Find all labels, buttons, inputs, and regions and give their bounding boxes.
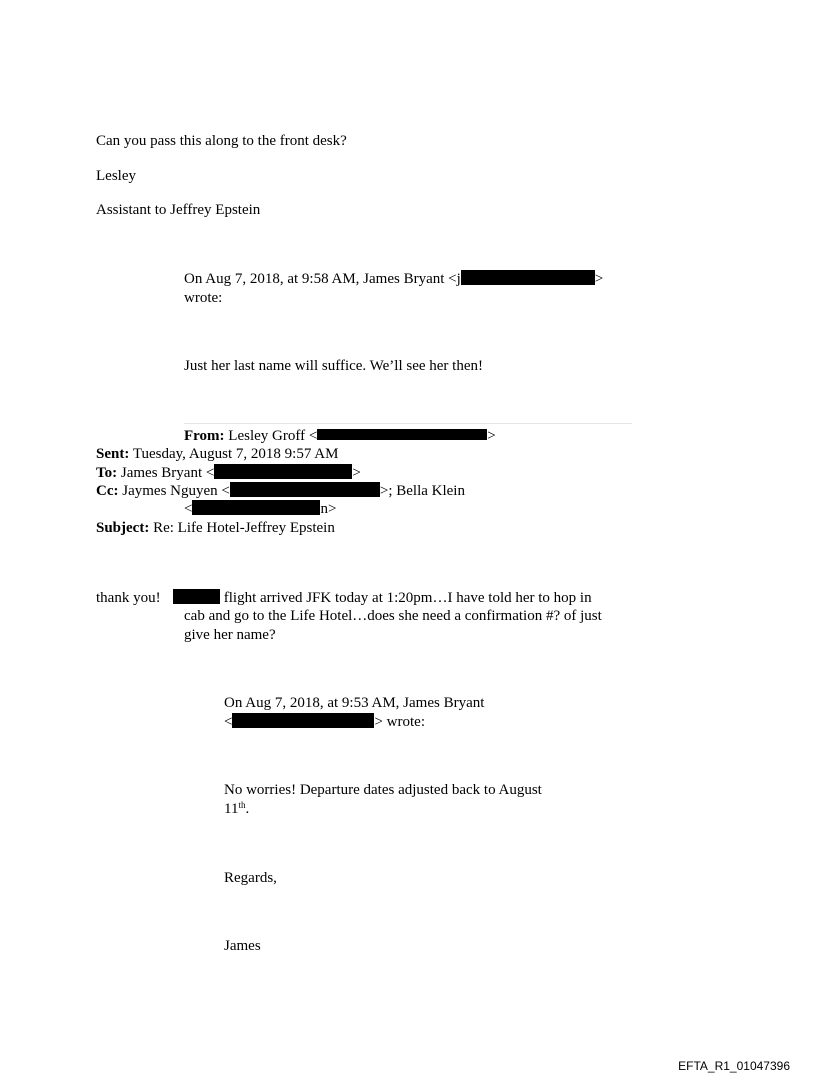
cc-mid: >; Bella Klein [379,483,465,499]
quote2-day-suffix: th [238,800,246,810]
subject-value: Re: Life Hotel-Jeffrey Epstein [153,520,335,536]
quote2-header-line2 [224,713,425,731]
from-line [184,427,496,445]
quote2-header-start: < [224,714,233,730]
quote-header [184,270,603,288]
redaction-block [192,500,320,515]
to-end: > [352,465,361,481]
quote2-header-end: > wrote: [374,714,425,730]
redaction-block [232,713,374,728]
reply-start: thank you! [96,590,161,606]
sent-label: Sent: [96,446,130,462]
cc-label: Cc: [96,483,119,499]
reply-line-2: cab and go to the Life Hotel…does she need a confirmation #? of just [184,608,602,624]
quote2-header-line1: On Aug 7, 2018, at 9:53 AM, James Bryant [224,695,485,711]
signature-title: Assistant to Jeffrey Epstein [96,202,261,218]
quote-header-end: > [594,271,604,287]
cc-line-2 [184,500,336,518]
redaction-block [173,589,220,604]
quote2-regards: Regards, [224,870,277,886]
message-line: Can you pass this along to the front desk? [96,133,347,149]
subject-label: Subject: [96,520,150,536]
quote2-body-line1: No worries! Departure dates adjusted back to August [224,782,542,798]
sent-line [96,445,338,463]
redaction-block [230,482,380,497]
signature-name: Lesley [96,168,136,184]
quote2-body-line2 [224,800,249,818]
to-line [96,464,361,482]
to-label: To: [96,465,118,481]
reply-line1-text: flight arrived JFK today at 1:20pm…I have told her to hop in [223,590,592,606]
quote-body: Just her last name will suffice. We’ll see her then! [184,358,483,374]
subject-line [96,519,335,537]
to-value: James Bryant < [120,465,215,481]
header-divider [184,423,632,424]
sent-value: Tuesday, August 7, 2018 9:57 AM [132,446,339,462]
redaction-block [317,429,487,440]
reply-line-3: give her name? [184,627,276,643]
quote-wrote: wrote: [184,290,223,306]
from-value: Lesley Groff < [228,428,318,444]
redaction-block [214,464,352,479]
reply-line-1 [173,589,592,607]
quote2-period: . [245,801,250,817]
cc-line2-end: n> [320,501,337,517]
from-end: > [487,428,496,444]
redaction-block [461,270,595,285]
quote-header-text: On Aug 7, 2018, at 9:58 AM, James Bryant <j [184,271,461,287]
cc-line2-start: < [184,501,193,517]
cc-value: Jaymes Nguyen < [122,483,230,499]
cc-line [96,482,465,500]
from-label: From: [184,428,225,444]
document-id: EFTA_R1_01047396 [678,1059,790,1073]
quote2-name: James [224,938,261,954]
quote2-day: 11 [224,801,239,817]
